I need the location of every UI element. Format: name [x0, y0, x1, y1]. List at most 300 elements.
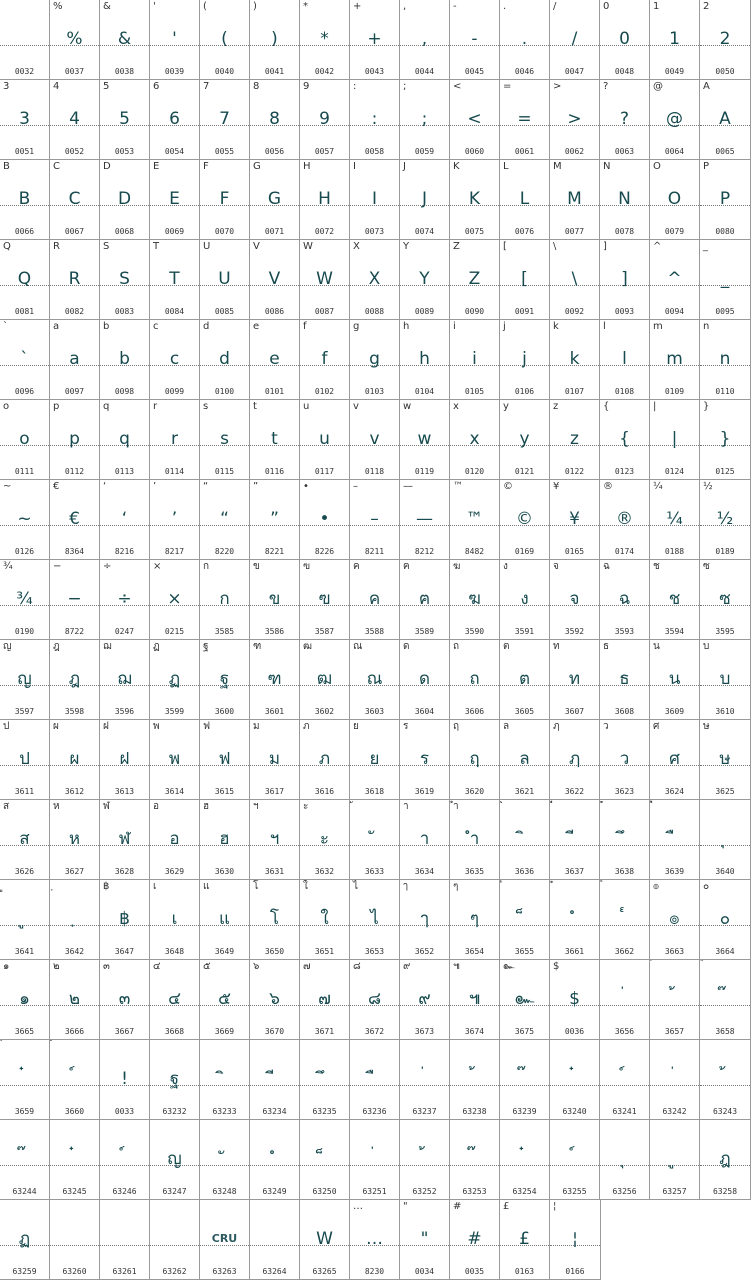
glyph-cell[interactable]	[650, 800, 700, 880]
glyph-cell[interactable]	[550, 160, 600, 240]
glyph-cell[interactable]	[350, 560, 400, 640]
glyph-cell[interactable]	[600, 880, 650, 960]
glyph-cell[interactable]	[500, 480, 550, 560]
glyph-cell[interactable]	[200, 640, 250, 720]
glyph-cell[interactable]	[550, 480, 600, 560]
glyph-cell[interactable]	[350, 640, 400, 720]
glyph-sample: 2	[719, 29, 731, 49]
reference-char: .	[503, 1, 507, 12]
glyph-cell[interactable]	[650, 960, 700, 1040]
glyph-cell[interactable]	[250, 1200, 300, 1280]
glyph-cell[interactable]	[50, 640, 100, 720]
glyph-cell[interactable]	[300, 240, 350, 320]
glyph-cell[interactable]	[50, 800, 100, 880]
glyph-cell[interactable]	[50, 880, 100, 960]
glyph-cell[interactable]	[700, 160, 751, 240]
glyph-sample: ’	[171, 509, 178, 529]
glyph-cell[interactable]	[450, 160, 500, 240]
glyph-cell[interactable]	[0, 160, 50, 240]
glyph-sample: ¼	[666, 509, 683, 529]
reference-char: ฦ	[553, 721, 560, 732]
glyph-cell[interactable]	[600, 80, 650, 160]
glyph-cell[interactable]	[100, 1040, 150, 1120]
char-code: 0114	[164, 467, 185, 476]
glyph-cell[interactable]	[100, 240, 150, 320]
glyph-cell[interactable]	[0, 560, 50, 640]
glyph-cell[interactable]	[300, 560, 350, 640]
glyph-cell[interactable]	[150, 400, 200, 480]
glyph-cell[interactable]	[350, 80, 400, 160]
glyph-cell[interactable]	[300, 960, 350, 1040]
glyph-cell[interactable]	[150, 0, 200, 80]
glyph-sample: 3	[19, 109, 30, 129]
glyph-cell[interactable]	[250, 560, 300, 640]
glyph-sample: F	[219, 189, 230, 209]
glyph-cell[interactable]	[600, 240, 650, 320]
glyph-cell[interactable]	[500, 1120, 550, 1200]
glyph-cell[interactable]	[300, 1200, 350, 1280]
glyph-sample: ๖	[269, 989, 280, 1009]
glyph-cell[interactable]	[550, 880, 600, 960]
glyph-cell[interactable]	[150, 240, 200, 320]
glyph-cell[interactable]	[300, 0, 350, 80]
glyph-cell[interactable]	[450, 560, 500, 640]
glyph-cell[interactable]	[0, 960, 50, 1040]
glyph-cell[interactable]	[500, 960, 550, 1040]
reference-char: h	[403, 321, 410, 332]
glyph-cell[interactable]	[50, 720, 100, 800]
glyph-cell[interactable]	[400, 560, 450, 640]
glyph-cell[interactable]	[200, 1040, 250, 1120]
reference-char: ๚	[453, 961, 460, 972]
glyph-sample: ฮ	[219, 829, 230, 849]
glyph-cell[interactable]	[0, 1200, 50, 1280]
glyph-cell[interactable]	[300, 400, 350, 480]
glyph-cell[interactable]	[0, 800, 50, 880]
glyph-cell[interactable]	[500, 720, 550, 800]
glyph-cell[interactable]	[250, 80, 300, 160]
glyph-cell[interactable]	[100, 400, 150, 480]
glyph-sample: q	[119, 429, 130, 449]
glyph-cell[interactable]	[50, 1120, 100, 1200]
glyph-cell[interactable]	[500, 0, 550, 80]
glyph-cell[interactable]	[550, 240, 600, 320]
glyph-cell[interactable]	[50, 560, 100, 640]
glyph-sample: G	[267, 189, 282, 209]
char-code: 0055	[214, 147, 235, 156]
glyph-cell[interactable]	[450, 640, 500, 720]
glyph-cell[interactable]	[200, 0, 250, 80]
glyph-cell[interactable]	[50, 80, 100, 160]
glyph-cell[interactable]	[300, 800, 350, 880]
char-code: 0062	[564, 147, 585, 156]
glyph-cell[interactable]	[50, 960, 100, 1040]
glyph-cell[interactable]	[400, 480, 450, 560]
glyph-cell[interactable]	[250, 160, 300, 240]
glyph-cell[interactable]	[150, 1120, 200, 1200]
glyph-sample: ฎ	[719, 1149, 731, 1169]
glyph-cell[interactable]	[650, 720, 700, 800]
glyph-cell[interactable]	[500, 240, 550, 320]
glyph-cell[interactable]	[450, 880, 500, 960]
char-code: 0119	[414, 467, 435, 476]
glyph-cell[interactable]	[550, 640, 600, 720]
char-code: 0066	[14, 227, 35, 236]
reference-char: l	[603, 321, 606, 332]
glyph-cell[interactable]	[500, 80, 550, 160]
reference-char: ~	[3, 481, 12, 492]
glyph-cell[interactable]	[350, 240, 400, 320]
glyph-sample: &	[117, 29, 132, 49]
glyph-cell[interactable]	[150, 160, 200, 240]
char-code: 0103	[364, 387, 385, 396]
glyph-cell[interactable]	[250, 0, 300, 80]
glyph-cell[interactable]	[650, 880, 700, 960]
char-code: 63261	[112, 1267, 137, 1276]
glyph-cell[interactable]	[550, 320, 600, 400]
glyph-cell[interactable]	[550, 960, 600, 1040]
glyph-cell[interactable]	[350, 0, 400, 80]
glyph-cell[interactable]	[300, 80, 350, 160]
glyph-cell[interactable]	[400, 320, 450, 400]
glyph-cell[interactable]	[150, 1200, 200, 1280]
glyph-cell[interactable]	[100, 800, 150, 880]
glyph-cell[interactable]	[400, 0, 450, 80]
glyph-cell[interactable]	[350, 1040, 400, 1120]
char-code: 0081	[14, 307, 35, 316]
glyph-cell[interactable]	[250, 720, 300, 800]
reference-char: ฤ	[453, 721, 460, 732]
glyph-cell[interactable]	[350, 160, 400, 240]
glyph-cell[interactable]	[650, 320, 700, 400]
glyph-cell[interactable]	[450, 800, 500, 880]
reference-char: จ	[553, 561, 559, 572]
glyph-cell[interactable]	[100, 160, 150, 240]
glyph-cell[interactable]	[400, 800, 450, 880]
glyph-cell[interactable]	[0, 0, 50, 80]
glyph-cell[interactable]	[400, 640, 450, 720]
glyph-cell[interactable]	[700, 1040, 751, 1120]
glyph-cell[interactable]	[0, 240, 50, 320]
reference-char: ฅ	[403, 561, 410, 572]
glyph-cell[interactable]	[550, 80, 600, 160]
glyph-sample: ÷	[117, 589, 132, 609]
glyph-cell[interactable]	[650, 240, 700, 320]
glyph-cell[interactable]	[500, 1200, 550, 1280]
glyph-cell[interactable]	[450, 0, 500, 80]
glyph-cell[interactable]	[50, 1040, 100, 1120]
glyph-cell[interactable]	[700, 0, 751, 80]
glyph-cell[interactable]	[600, 800, 650, 880]
char-code: 3585	[214, 627, 235, 636]
char-code: 3639	[664, 867, 685, 876]
glyph-cell[interactable]	[200, 1120, 250, 1200]
glyph-cell[interactable]	[400, 400, 450, 480]
glyph-cell[interactable]	[400, 1200, 450, 1280]
glyph-cell[interactable]	[600, 320, 650, 400]
glyph-cell[interactable]	[600, 1040, 650, 1120]
reference-char: {	[603, 401, 610, 412]
glyph-cell[interactable]	[600, 960, 650, 1040]
glyph-cell[interactable]	[250, 480, 300, 560]
glyph-cell[interactable]	[450, 80, 500, 160]
glyph-cell[interactable]	[350, 1120, 400, 1200]
glyph-cell[interactable]	[600, 160, 650, 240]
glyph-cell[interactable]	[100, 960, 150, 1040]
glyph-cell[interactable]	[350, 720, 400, 800]
glyph-cell[interactable]	[250, 880, 300, 960]
glyph-cell[interactable]	[550, 800, 600, 880]
glyph-sample: ๗	[318, 989, 331, 1009]
glyph-cell[interactable]	[650, 480, 700, 560]
glyph-cell[interactable]	[400, 160, 450, 240]
glyph-cell[interactable]	[550, 1200, 601, 1280]
glyph-cell[interactable]	[300, 1040, 350, 1120]
reference-char: (	[203, 1, 207, 12]
glyph-cell[interactable]	[300, 880, 350, 960]
glyph-cell[interactable]	[450, 1200, 500, 1280]
glyph-cell[interactable]	[100, 560, 150, 640]
char-code: 0100	[214, 387, 235, 396]
glyph-cell[interactable]	[50, 240, 100, 320]
glyph-cell[interactable]	[700, 320, 751, 400]
glyph-cell[interactable]	[650, 640, 700, 720]
glyph-cell[interactable]	[250, 240, 300, 320]
glyph-sample	[50, 904, 99, 934]
glyph-cell[interactable]	[300, 160, 350, 240]
glyph-cell[interactable]	[100, 80, 150, 160]
glyph-cell[interactable]	[700, 480, 751, 560]
glyph-cell[interactable]	[400, 1120, 450, 1200]
glyph-cell[interactable]	[50, 320, 100, 400]
glyph-cell[interactable]	[700, 400, 751, 480]
glyph-cell[interactable]	[0, 1040, 50, 1120]
glyph-sample: ๓	[118, 989, 131, 1009]
glyph-cell[interactable]	[700, 640, 751, 720]
glyph-cell[interactable]	[500, 800, 550, 880]
glyph-cell[interactable]	[300, 480, 350, 560]
glyph-cell[interactable]	[600, 720, 650, 800]
glyph-cell[interactable]	[500, 560, 550, 640]
glyph-cell[interactable]	[600, 560, 650, 640]
glyph-cell[interactable]	[100, 1200, 150, 1280]
glyph-cell[interactable]	[200, 240, 250, 320]
glyph-cell[interactable]	[400, 1040, 450, 1120]
reference-char: ฎ	[53, 641, 60, 652]
glyph-cell[interactable]	[200, 560, 250, 640]
glyph-cell[interactable]	[400, 880, 450, 960]
glyph-cell[interactable]	[450, 480, 500, 560]
glyph-cell[interactable]	[500, 400, 550, 480]
reference-char: )	[253, 1, 257, 12]
glyph-cell[interactable]	[300, 320, 350, 400]
reference-char: P	[703, 161, 710, 172]
reference-char: :	[353, 81, 357, 92]
glyph-cell[interactable]	[200, 960, 250, 1040]
glyph-cell[interactable]	[200, 720, 250, 800]
glyph-cell[interactable]	[700, 720, 751, 800]
glyph-cell[interactable]	[300, 1120, 350, 1200]
glyph-cell[interactable]	[300, 720, 350, 800]
reference-char: ๗	[303, 961, 311, 972]
char-code: 0070	[214, 227, 235, 236]
glyph-cell[interactable]	[150, 640, 200, 720]
glyph-cell[interactable]	[150, 1040, 200, 1120]
glyph-cell[interactable]	[150, 80, 200, 160]
reference-char: ำ	[453, 801, 459, 812]
glyph-cell[interactable]	[700, 800, 751, 880]
glyph-cell[interactable]	[350, 320, 400, 400]
glyph-cell[interactable]	[200, 160, 250, 240]
char-code: 0247	[114, 627, 135, 636]
glyph-cell[interactable]	[450, 720, 500, 800]
glyph-sample: ¦	[572, 1229, 578, 1249]
glyph-cell[interactable]	[550, 720, 600, 800]
glyph-cell[interactable]	[100, 640, 150, 720]
glyph-cell[interactable]	[350, 960, 400, 1040]
glyph-cell[interactable]	[100, 320, 150, 400]
glyph-cell[interactable]	[100, 1120, 150, 1200]
char-code: 0090	[464, 307, 485, 316]
glyph-cell[interactable]	[100, 720, 150, 800]
glyph-cell[interactable]	[250, 1120, 300, 1200]
glyph-cell[interactable]	[500, 160, 550, 240]
glyph-cell[interactable]	[500, 320, 550, 400]
char-code: 0093	[614, 307, 635, 316]
glyph-cell[interactable]	[0, 400, 50, 480]
glyph-cell[interactable]	[0, 320, 50, 400]
glyph-cell[interactable]	[700, 80, 751, 160]
glyph-cell[interactable]	[150, 720, 200, 800]
glyph-sample: >	[567, 109, 582, 129]
glyph-cell[interactable]	[550, 0, 600, 80]
glyph-cell[interactable]	[450, 400, 500, 480]
reference-char: ¥	[553, 481, 560, 492]
glyph-cell[interactable]	[450, 320, 500, 400]
glyph-cell[interactable]	[100, 480, 150, 560]
glyph-cell[interactable]	[350, 400, 400, 480]
glyph-cell[interactable]	[0, 880, 50, 960]
reference-char: p	[53, 401, 60, 412]
glyph-cell[interactable]	[250, 640, 300, 720]
char-code: 63255	[562, 1187, 587, 1196]
char-code: 0054	[164, 147, 185, 156]
glyph-cell[interactable]	[50, 480, 100, 560]
glyph-cell[interactable]	[400, 720, 450, 800]
glyph-cell[interactable]	[550, 1040, 600, 1120]
glyph-cell[interactable]	[150, 880, 200, 960]
char-code: 63248	[212, 1187, 237, 1196]
glyph-cell[interactable]	[150, 320, 200, 400]
glyph-cell[interactable]	[50, 1200, 100, 1280]
glyph-cell[interactable]	[400, 240, 450, 320]
glyph-cell[interactable]	[300, 640, 350, 720]
glyph-cell[interactable]	[650, 160, 700, 240]
glyph-cell[interactable]	[200, 880, 250, 960]
glyph-cell[interactable]	[400, 960, 450, 1040]
glyph-cell[interactable]	[350, 480, 400, 560]
glyph-cell[interactable]	[200, 320, 250, 400]
glyph-cell[interactable]	[650, 1120, 700, 1200]
glyph-cell[interactable]	[200, 80, 250, 160]
glyph-cell[interactable]	[350, 800, 400, 880]
glyph-cell[interactable]	[550, 560, 600, 640]
glyph-cell[interactable]	[100, 880, 150, 960]
glyph-cell[interactable]	[200, 400, 250, 480]
glyph-cell[interactable]	[250, 400, 300, 480]
glyph-cell[interactable]	[500, 640, 550, 720]
glyph-cell[interactable]	[0, 480, 50, 560]
glyph-cell[interactable]	[250, 1040, 300, 1120]
glyph-cell[interactable]	[450, 240, 500, 320]
glyph-cell[interactable]	[150, 480, 200, 560]
glyph-cell[interactable]	[50, 160, 100, 240]
glyph-cell[interactable]	[0, 1120, 50, 1200]
char-code: 3607	[564, 707, 585, 716]
glyph-sample: ฃ	[318, 589, 331, 609]
glyph-cell[interactable]	[600, 640, 650, 720]
glyph-cell[interactable]	[550, 1120, 600, 1200]
glyph-cell[interactable]	[450, 1120, 500, 1200]
glyph-cell[interactable]	[250, 800, 300, 880]
glyph-cell[interactable]	[250, 320, 300, 400]
glyph-cell[interactable]	[650, 400, 700, 480]
glyph-cell[interactable]	[100, 0, 150, 80]
glyph-cell[interactable]	[150, 560, 200, 640]
glyph-cell[interactable]	[600, 1120, 650, 1200]
glyph-cell[interactable]	[600, 0, 650, 80]
glyph-cell[interactable]	[650, 1040, 700, 1120]
glyph-cell[interactable]	[350, 880, 400, 960]
glyph-cell[interactable]	[500, 880, 550, 960]
glyph-cell[interactable]	[0, 80, 50, 160]
char-code: 3629	[164, 867, 185, 876]
glyph-cell[interactable]	[650, 80, 700, 160]
glyph-cell[interactable]	[50, 400, 100, 480]
char-code: 3631	[264, 867, 285, 876]
glyph-cell[interactable]	[450, 960, 500, 1040]
glyph-cell[interactable]	[150, 960, 200, 1040]
char-code: 8221	[264, 547, 285, 556]
glyph-cell[interactable]	[700, 240, 751, 320]
glyph-cell[interactable]	[650, 0, 700, 80]
glyph-cell[interactable]	[600, 400, 650, 480]
glyph-cell[interactable]	[400, 80, 450, 160]
glyph-cell[interactable]	[500, 1040, 550, 1120]
glyph-cell[interactable]	[200, 1200, 250, 1280]
glyph-cell[interactable]	[50, 0, 100, 80]
glyph-cell[interactable]	[700, 880, 751, 960]
glyph-cell[interactable]	[0, 640, 50, 720]
glyph-cell[interactable]	[150, 800, 200, 880]
reference-char: +	[353, 1, 362, 12]
glyph-cell[interactable]	[550, 400, 600, 480]
glyph-cell[interactable]	[700, 1120, 751, 1200]
reference-char: ใ	[303, 881, 308, 892]
glyph-cell[interactable]	[700, 560, 751, 640]
glyph-cell[interactable]	[200, 800, 250, 880]
glyph-cell[interactable]	[600, 480, 650, 560]
glyph-cell[interactable]	[250, 960, 300, 1040]
glyph-cell[interactable]	[700, 960, 751, 1040]
glyph-cell[interactable]	[350, 1200, 400, 1280]
glyph-cell[interactable]	[200, 480, 250, 560]
reference-char: ท	[553, 641, 560, 652]
glyph-sample: <	[467, 109, 482, 129]
glyph-cell[interactable]	[650, 560, 700, 640]
glyph-cell[interactable]	[0, 720, 50, 800]
glyph-cell[interactable]	[450, 1040, 500, 1120]
